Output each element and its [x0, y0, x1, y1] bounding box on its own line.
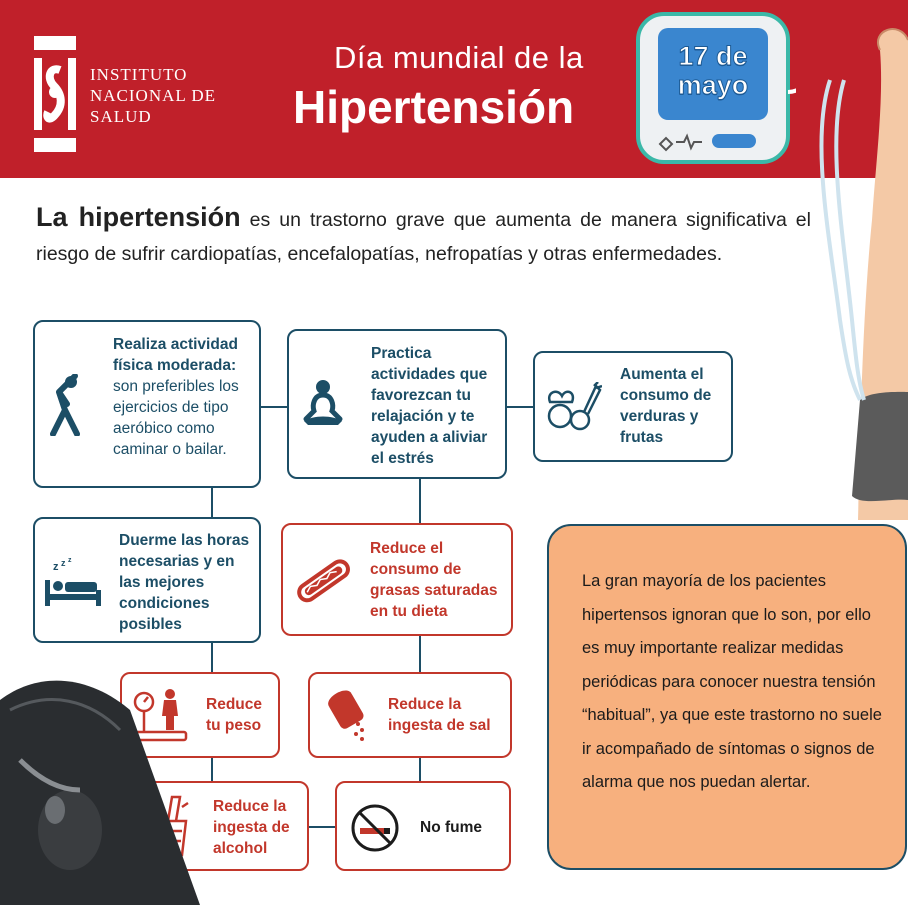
vegetables-icon — [544, 382, 602, 432]
tip-activity-title: Realiza actividad física moderada: — [113, 336, 238, 374]
sleep-bed-icon — [45, 556, 101, 606]
intro-text: es un trastorno grave que aumenta de manera significativa el riesgo de sufrir cardiopatías, encefalopatías, nefropatías y otras enfermedades. — [36, 209, 811, 265]
tip-alcohol-label: Reduce la ingesta de alcohol — [213, 798, 290, 857]
tip-weight-label: Reduce tu peso — [206, 696, 262, 734]
svg-text:z: z — [61, 558, 66, 568]
tip-relax-label: Practica actividades que favorezcan tu relajación y te ayuden a aliviar el estrés — [371, 345, 488, 467]
date-day: 17 de — [678, 41, 748, 71]
blood-pressure-cuff-icon — [0, 640, 200, 905]
intro-bold: La hipertensión — [36, 202, 241, 232]
meditation-icon — [300, 379, 346, 427]
tip-smoke-label: No fume — [420, 819, 482, 836]
svg-text:z: z — [53, 561, 59, 573]
title-line-2: Hipertensión — [293, 81, 575, 133]
institute-line-2: NACIONAL DE — [90, 86, 217, 105]
salt-shaker-icon — [324, 684, 370, 742]
hotdog-icon — [293, 551, 353, 609]
institute-line-1: INSTITUTO — [90, 65, 188, 84]
svg-text:z: z — [68, 557, 72, 564]
stretching-icon — [45, 374, 85, 436]
no-smoking-icon — [350, 803, 400, 853]
tip-fat-label: Reduce el consumo de grasas saturadas en tu dieta — [370, 540, 498, 620]
tip-activity-label — [113, 334, 253, 460]
date-month: mayo — [677, 70, 749, 100]
title-line-1: Día mundial de la — [334, 40, 584, 75]
tip-veg-label: Aumenta el consumo de verduras y frutas — [620, 366, 712, 446]
tip-salt-label: Reduce la ingesta de sal — [388, 696, 491, 734]
tip-activity-detail: son preferibles los ejercicios de tipo aeróbico como caminar o bailar. — [113, 378, 239, 458]
tip-sleep-label: Duerme las horas necesarias y en las mejores condiciones posibles — [119, 532, 250, 633]
institute-line-3: SALUD — [90, 107, 152, 126]
info-callout-text: La gran mayoría de los pacientes hipertensos ignoran que lo son, por ello es muy importante realizar medidas periódicas para conocer nuestra tensión “habitual”, ya que este trastorno no suele ir acompañado de síntomas o signos de alarma que nos puedan alertar. — [582, 572, 882, 791]
